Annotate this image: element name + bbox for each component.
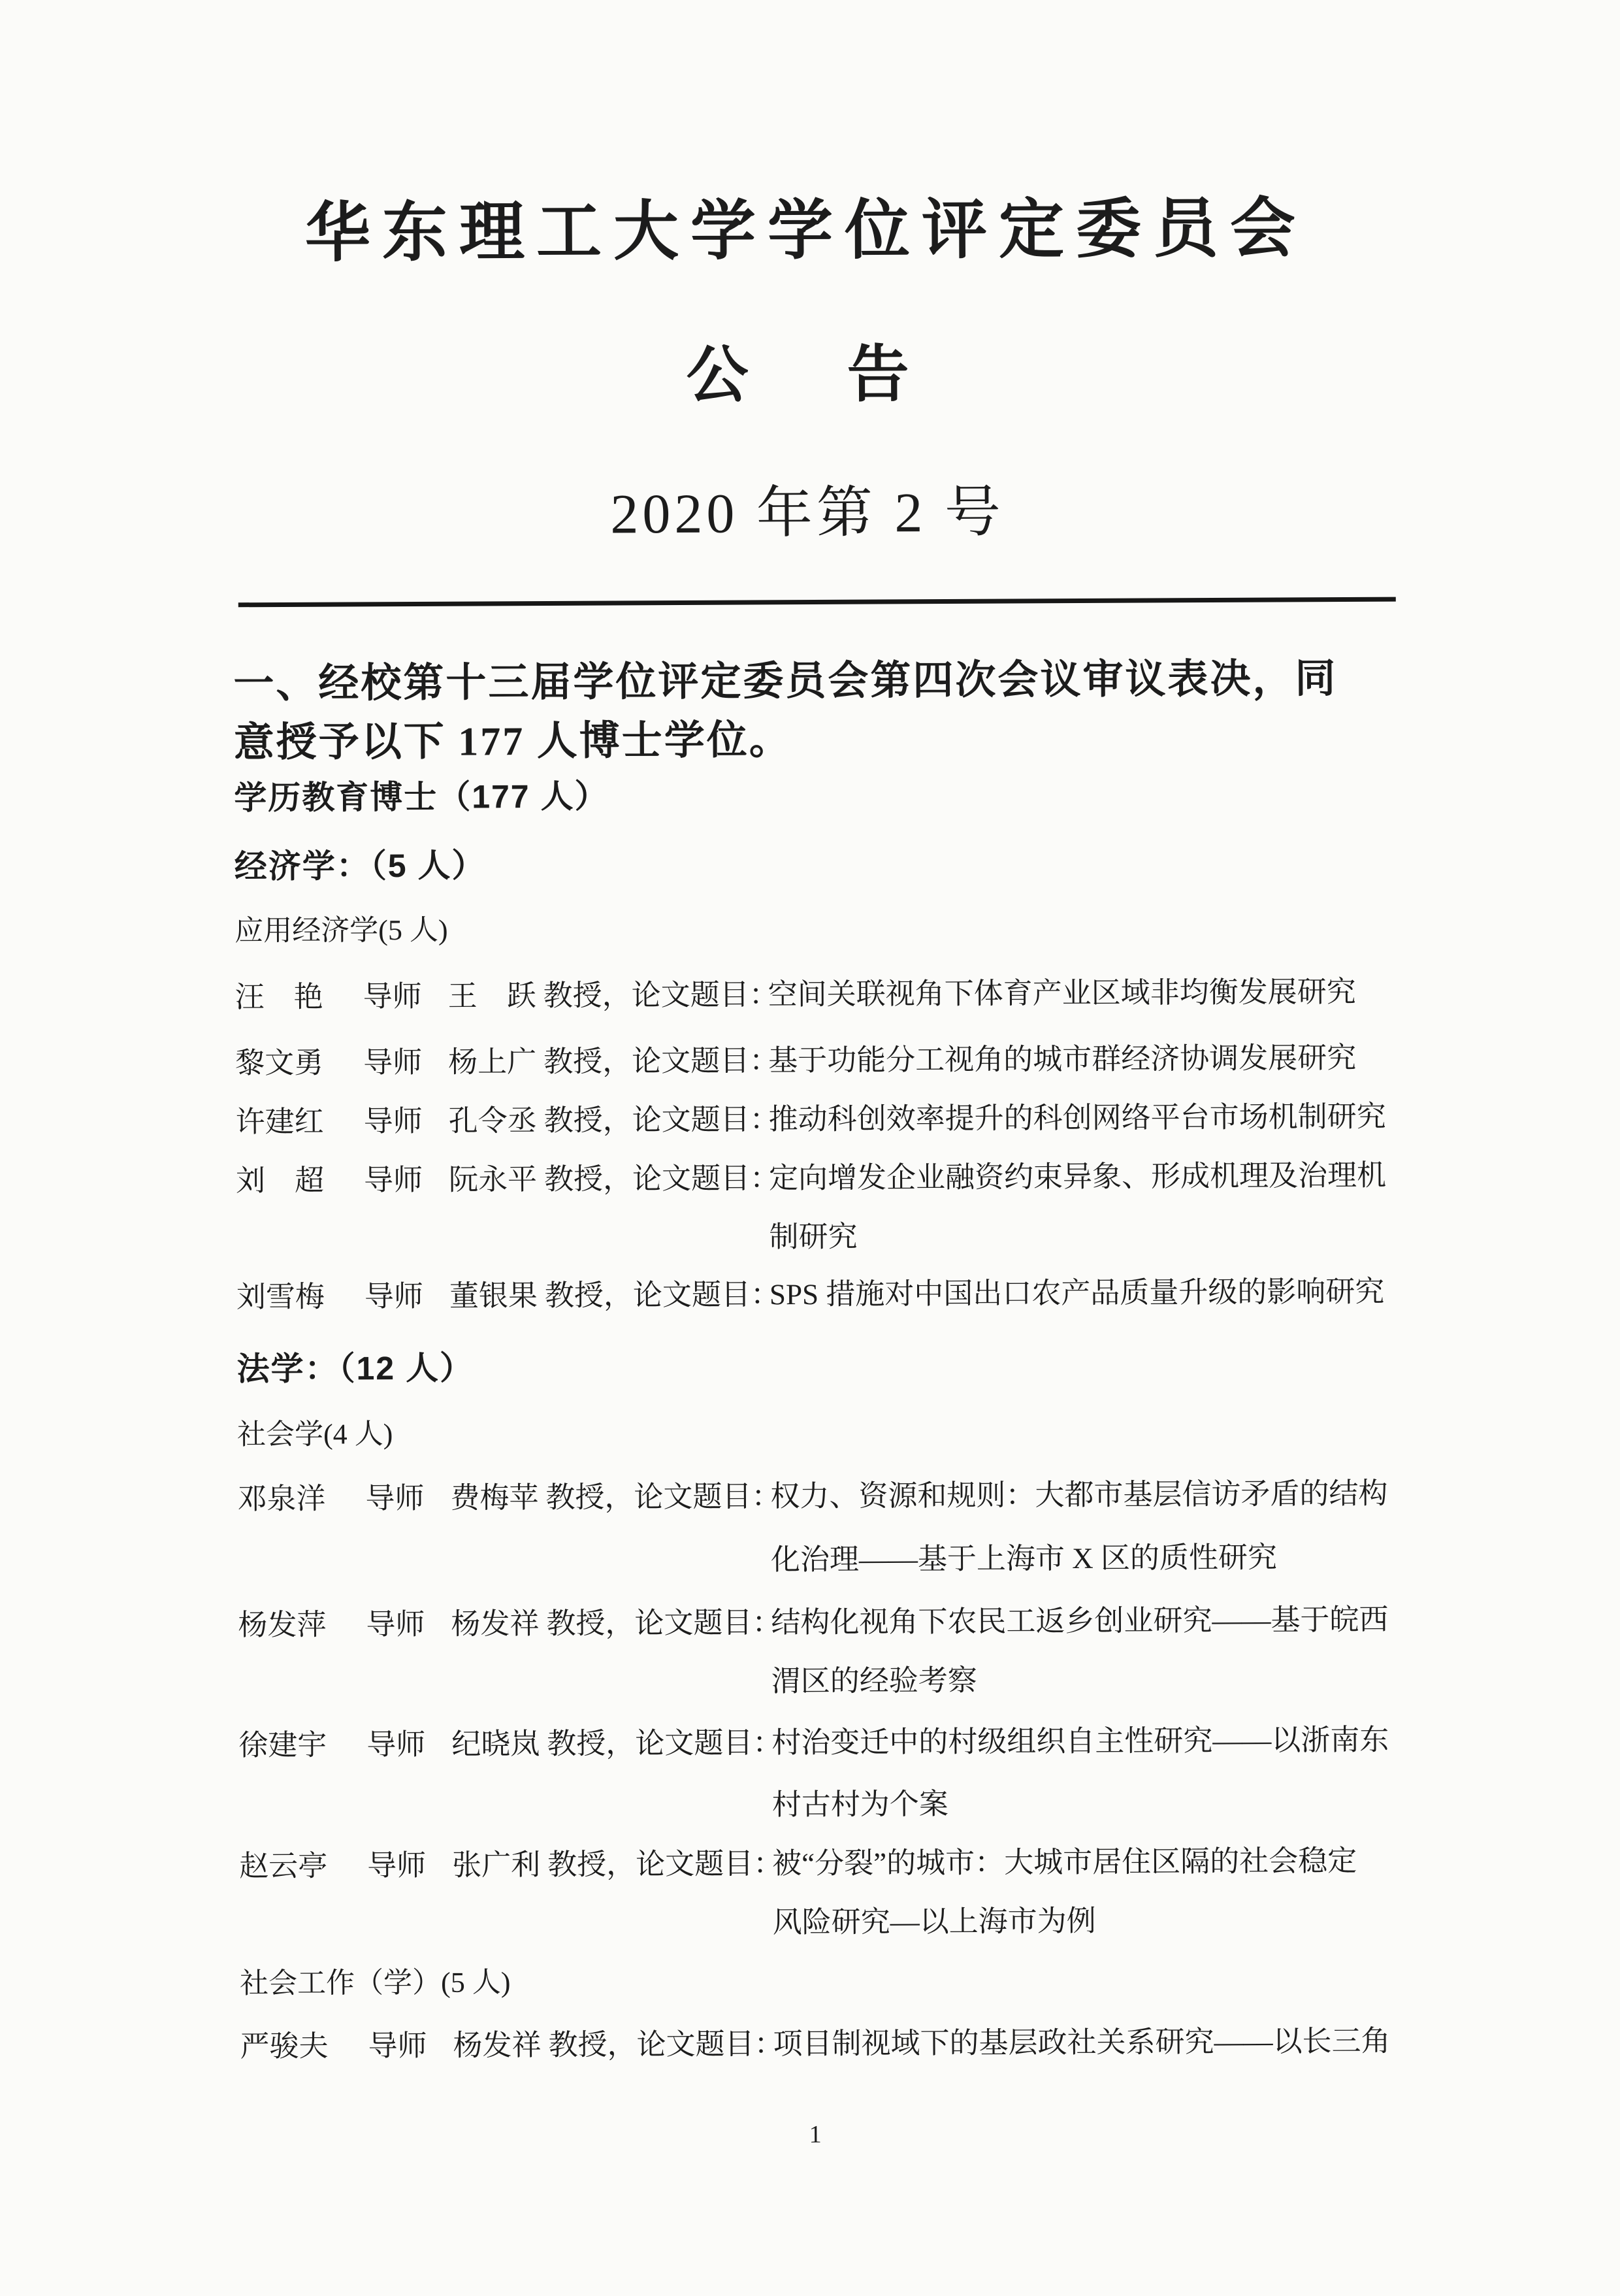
degree-entry-row	[235, 977, 1356, 1012]
professor-title-label: 教授，论文题目：	[547, 1726, 783, 1760]
advisor-name: 张广利	[452, 1848, 541, 1882]
advisor-name: 杨发祥	[451, 1607, 540, 1641]
degree-entry-row	[237, 1479, 1387, 1515]
professor-title-label: 教授，论文题目：	[548, 2027, 784, 2061]
mentor-label: 导师	[366, 1728, 426, 1762]
thesis-title-line: 被“分裂”的城市：大城市居住区隔的社会稳定	[772, 1844, 1357, 1880]
mentor-label: 导师	[364, 1279, 424, 1313]
degree-entry-row	[238, 1605, 1388, 1641]
mentor-label: 导师	[363, 1104, 423, 1138]
advisor-name: 杨发祥	[453, 2029, 542, 2062]
advisor-name: 费梅苹	[450, 1481, 539, 1515]
thesis-title-line: 结构化视角下农民工返乡创业研究——基于皖西	[771, 1603, 1389, 1639]
graduate-name: 赵云亭	[239, 1849, 328, 1883]
graduate-name: 汪 艳	[235, 980, 323, 1014]
graduate-name: 刘雪梅	[236, 1280, 325, 1314]
intro-line-2: 意授予以下 177 人博士学位。	[233, 718, 792, 766]
subdiscipline-heading-social-work: 社会工作（学）(5 人)	[239, 1966, 511, 2000]
advisor-name: 孔令丞	[448, 1104, 537, 1138]
thesis-title-line: 项目制视域下的基层政社关系研究——以长三角	[773, 2024, 1391, 2061]
degree-entry-row	[236, 1277, 1385, 1313]
doc-title: 华东理工大学学位评定委员会	[304, 191, 1308, 270]
advisor-name: 杨上广	[448, 1045, 537, 1079]
professor-title-label: 教授，论文题目：	[543, 978, 779, 1012]
thesis-title-continuation: 制研究	[769, 1220, 858, 1254]
professor-title-label: 教授，论文题目：	[543, 1162, 780, 1196]
mentor-label: 导师	[363, 1045, 423, 1079]
subdiscipline-heading-sociology: 社会学(4 人)	[236, 1418, 393, 1451]
horizontal-rule	[238, 597, 1396, 608]
thesis-title-line: 权力、资源和规则：大都市基层信访矛盾的结构	[770, 1477, 1388, 1513]
graduate-name: 杨发萍	[238, 1608, 327, 1642]
mentor-label: 导师	[363, 1163, 423, 1197]
thesis-title-line: 推动科创效率提升的科创网络平台市场机制研究	[768, 1100, 1386, 1136]
advisor-name: 阮永平	[448, 1163, 538, 1196]
thesis-title-continuation: 村古村为个案	[771, 1787, 948, 1822]
mentor-label: 导师	[366, 1607, 425, 1641]
mentor-label: 导师	[368, 2029, 427, 2063]
mentor-label: 导师	[367, 1848, 427, 1882]
thesis-title-line: 定向增发企业融资约束异象、形成机理及治理机	[768, 1158, 1387, 1195]
professor-title-label: 教授，论文题目：	[543, 1044, 779, 1078]
issue-number: 2020 年第 2 号	[610, 480, 1005, 546]
degree-entry-row	[235, 1043, 1356, 1078]
thesis-title-line: 空间关联视角下体育产业区域非均衡发展研究	[768, 975, 1356, 1011]
advisor-name: 纪晓岚	[451, 1728, 540, 1761]
thesis-title-continuation: 渭区的经验考察	[771, 1664, 977, 1698]
professor-title-label: 教授，论文题目：	[545, 1480, 781, 1514]
discipline-heading-law: 法学：（12 人）	[236, 1349, 474, 1388]
degree-entry-row	[240, 2024, 1391, 2063]
thesis-title-continuation: 化治理——基于上海市 X 区的质性研究	[770, 1541, 1278, 1577]
graduate-name: 许建红	[235, 1105, 324, 1139]
thesis-title-line: 村治变迁中的村级组织自主性研究——以浙南东	[771, 1723, 1389, 1760]
advisor-name: 王 跃	[447, 979, 536, 1013]
mentor-label: 导师	[363, 979, 422, 1013]
advisor-name: 董银果	[449, 1279, 538, 1313]
degree-type-heading: 学历教育博士（177 人）	[234, 778, 609, 817]
thesis-title-line: 基于功能分工视角的城市群经济协调发展研究	[768, 1041, 1357, 1077]
page-number: 1	[809, 2120, 822, 2149]
thesis-title-line: SPS 措施对中国出口农产品质量升级的影响研究	[769, 1275, 1385, 1311]
graduate-name: 刘 超	[235, 1164, 325, 1198]
graduate-name: 邓泉洋	[237, 1482, 326, 1516]
subdiscipline-heading-applied-economics: 应用经济学(5 人)	[235, 913, 448, 947]
professor-title-label: 教授，论文题目：	[546, 1606, 782, 1640]
degree-entry-row	[238, 1723, 1389, 1762]
degree-entry-row	[236, 1102, 1386, 1138]
intro-line-1: 一、经校第十三届学位评定委员会第四次会议审议表决，同	[233, 657, 1338, 707]
thesis-title-continuation: 风险研究—以上海市为例	[772, 1904, 1096, 1939]
professor-title-label: 教授，论文题目：	[547, 1847, 783, 1881]
graduate-name: 黎文勇	[235, 1046, 324, 1080]
mentor-label: 导师	[365, 1481, 425, 1515]
professor-title-label: 教授，论文题目：	[543, 1103, 779, 1137]
graduate-name: 徐建宇	[238, 1728, 327, 1762]
discipline-heading-economics: 经济学：（5 人）	[234, 847, 486, 885]
professor-title-label: 教授，论文题目：	[544, 1278, 781, 1312]
graduate-name: 严骏夫	[240, 2029, 329, 2063]
degree-entry-row	[235, 1158, 1387, 1198]
announcement-heading: 公 告	[686, 340, 928, 410]
degree-entry-row	[239, 1846, 1357, 1881]
